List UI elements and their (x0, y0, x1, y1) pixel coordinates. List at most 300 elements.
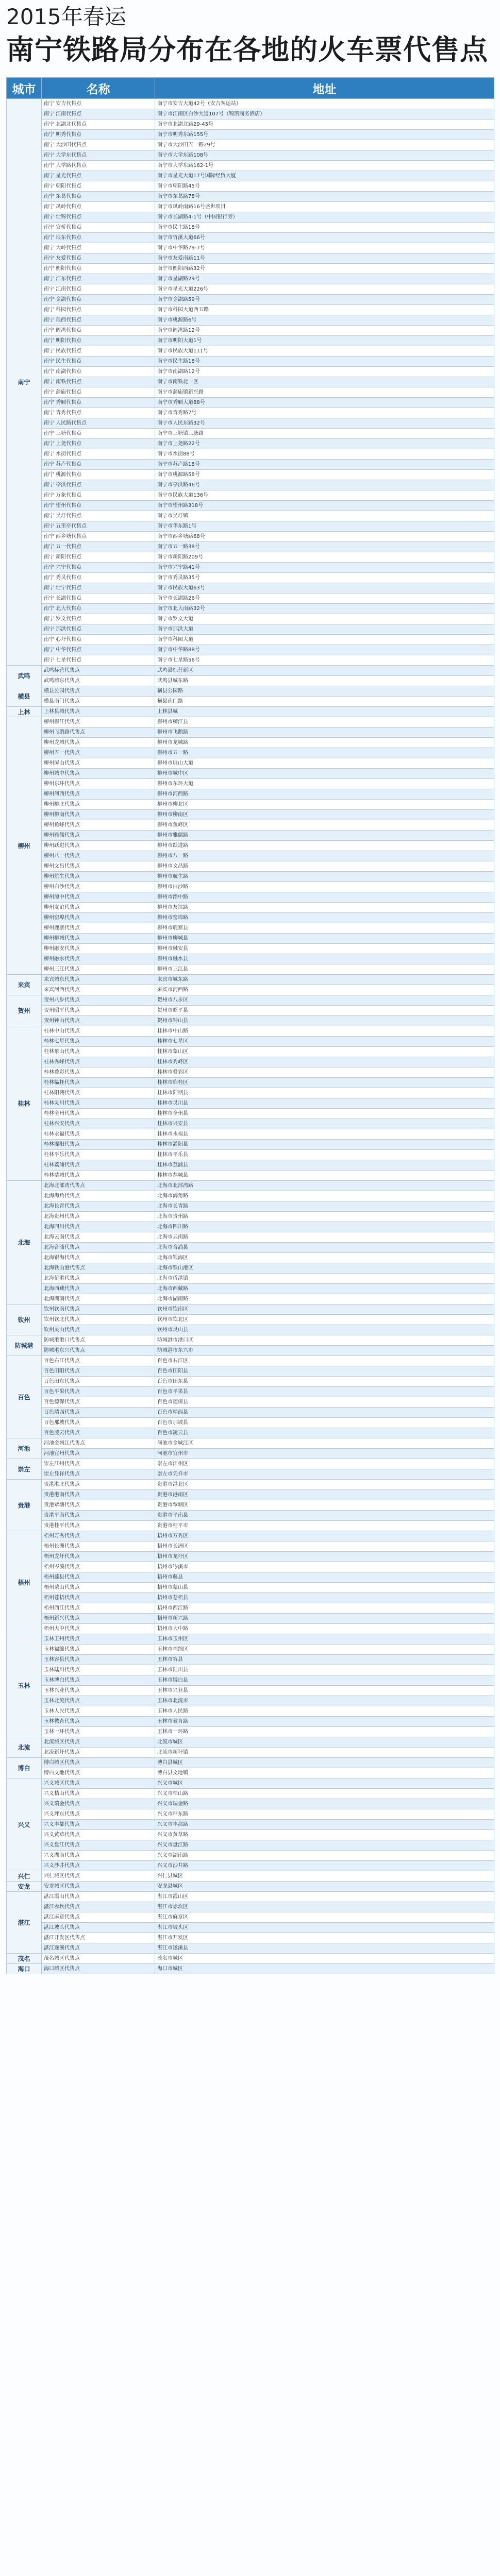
table-row (7, 1294, 494, 1304)
table-row (7, 779, 494, 789)
outlet-name: 北海西藏代售点 (42, 1284, 155, 1294)
outlet-address: 南宁市人民东路32号 (155, 418, 494, 429)
table-row (7, 1171, 494, 1181)
table-row (7, 460, 494, 470)
outlet-address: 柳州市鱼峰区 (155, 820, 494, 831)
outlet-name: 柳州柳城代售点 (42, 934, 155, 944)
table-row (7, 161, 494, 171)
column-header-name: 名称 (42, 78, 155, 99)
outlet-address: 柳州市河西路 (155, 789, 494, 800)
outlet-address: 柳州市跃进路 (155, 841, 494, 851)
outlet-name: 北海铁山港代售点 (42, 1263, 155, 1274)
outlet-address: 崇左市凭祥市 (155, 1469, 494, 1480)
table-row (7, 1284, 494, 1294)
outlet-address: 南宁市那洪大道 (155, 624, 494, 635)
outlet-address: 南宁市水街88号 (155, 449, 494, 460)
table-row (7, 1129, 494, 1140)
outlet-address: 玉林市博白县 (155, 1675, 494, 1686)
outlet-name: 柳州鱼峰代售点 (42, 820, 155, 831)
outlet-name: 湛江坡头代售点 (42, 1923, 155, 1933)
outlet-name: 南宁 秀厢代售点 (42, 398, 155, 408)
outlet-name: 柳州鹿寨代售点 (42, 923, 155, 934)
table-row (7, 1541, 494, 1552)
table-row (7, 1840, 494, 1851)
table-row (7, 1201, 494, 1212)
table-row (7, 171, 494, 181)
outlet-name: 兴义城区代售点 (42, 1778, 155, 1789)
city-cell: 百色 (7, 1356, 42, 1438)
table-row (7, 954, 494, 964)
table-row (7, 882, 494, 892)
table-row (7, 666, 494, 676)
table-row (7, 1006, 494, 1016)
table-row (7, 1325, 494, 1335)
city-cell: 安龙 (7, 1882, 42, 1892)
outlet-address: 南宁市鲤湾路12号 (155, 326, 494, 336)
outlet-name: 桂林平乐代售点 (42, 1150, 155, 1160)
table-row (7, 1469, 494, 1480)
outlet-name: 北海海角代售点 (42, 1191, 155, 1201)
outlet-name: 柳州柳北代售点 (42, 800, 155, 810)
outlet-name: 北海云南代售点 (42, 1232, 155, 1243)
outlet-address: 柳州市友谊路 (155, 903, 494, 913)
outlet-address: 北流市新圩镇 (155, 1748, 494, 1758)
outlet-address: 北海市西藏路 (155, 1284, 494, 1294)
outlet-name: 横县公园代售点 (42, 686, 155, 697)
outlet-address: 南宁市南湖路12号 (155, 367, 494, 377)
table-row (7, 851, 494, 861)
outlet-address: 梧州市大中路 (155, 1624, 494, 1634)
outlet-name: 南宁 江南代售点 (42, 109, 155, 120)
outlet-name: 南宁 大岭代售点 (42, 243, 155, 253)
table-row (7, 1737, 494, 1748)
table-row (7, 810, 494, 820)
outlet-address: 柳州市雅儒路 (155, 831, 494, 841)
outlet-address: 柳州市融水县 (155, 954, 494, 964)
outlet-name: 贵港桂平代售点 (42, 1521, 155, 1531)
outlet-address: 南宁市金湖路59号 (155, 295, 494, 305)
outlet-address: 南宁市亭洪路46号 (155, 480, 494, 490)
table-row (7, 295, 494, 305)
table-row (7, 913, 494, 923)
outlet-address: 南宁市凤岭南路16号盛世项目 (155, 202, 494, 212)
outlet-address: 兴义市坪东路 (155, 1809, 494, 1820)
outlet-address: 南宁市秀厢大道88号 (155, 398, 494, 408)
table-row (7, 1768, 494, 1778)
outlet-address: 柳州市八一路 (155, 851, 494, 861)
table-row (7, 800, 494, 810)
outlet-address: 南宁市朝阳路45号 (155, 181, 494, 192)
table-row (7, 748, 494, 758)
outlet-address: 北流市城区 (155, 1737, 494, 1748)
outlet-address: 玉林市一环路 (155, 1727, 494, 1737)
outlet-name: 兴义沙井代售点 (42, 1861, 155, 1871)
table-row (7, 1871, 494, 1882)
table-row (7, 387, 494, 398)
outlet-name: 柳州白沙代售点 (42, 882, 155, 892)
outlet-address: 南宁市望州路318号 (155, 501, 494, 511)
outlet-name: 玉林一环代售点 (42, 1727, 155, 1737)
table-row (7, 1047, 494, 1057)
table-row (7, 573, 494, 583)
outlet-address: 防城港市港口区 (155, 1335, 494, 1346)
outlet-name: 玉林玉州代售点 (42, 1634, 155, 1645)
table-row (7, 274, 494, 284)
outlet-address: 桂林市叠彩区 (155, 1067, 494, 1078)
table-row (7, 1037, 494, 1047)
table-row (7, 1150, 494, 1160)
outlet-address: 兴义市桔山路 (155, 1789, 494, 1799)
outlet-name: 南宁 七星代售点 (42, 655, 155, 666)
outlet-name: 南宁 蒲庙代售点 (42, 387, 155, 398)
outlet-address: 博白县城区 (155, 1758, 494, 1768)
outlet-name: 崇左江州代售点 (42, 1459, 155, 1469)
table-row (7, 1933, 494, 1943)
outlet-address: 百色市德保县 (155, 1397, 494, 1408)
outlet-name: 海口城区代售点 (42, 1964, 155, 1974)
table-row (7, 253, 494, 264)
outlet-name: 百色靖西代售点 (42, 1408, 155, 1418)
outlet-address: 南宁市秀灵路35号 (155, 573, 494, 583)
outlet-name: 南宁 南铁代售点 (42, 377, 155, 387)
table-row (7, 315, 494, 326)
city-cell: 武鸣 (7, 666, 42, 686)
outlet-address: 南宁市五一路38号 (155, 542, 494, 552)
outlet-name: 崇左凭祥代售点 (42, 1469, 155, 1480)
outlet-name: 南宁 明秀代售点 (42, 130, 155, 140)
table-row (7, 1356, 494, 1366)
outlet-name: 南宁 秀灵代售点 (42, 573, 155, 583)
table-row (7, 923, 494, 934)
city-cell: 贵港 (7, 1480, 42, 1531)
outlet-address: 南宁市星湖路29号 (155, 274, 494, 284)
table-row (7, 1232, 494, 1243)
table-row (7, 934, 494, 944)
table-row (7, 1696, 494, 1706)
page-year-line: 2015年春运 (6, 4, 126, 29)
outlet-address: 南宁市民族大道63号 (155, 583, 494, 594)
table-row (7, 1480, 494, 1490)
outlet-name: 玉林教育代售点 (42, 1717, 155, 1727)
city-cell: 钦州 (7, 1304, 42, 1335)
table-row (7, 1572, 494, 1583)
table-row (7, 1274, 494, 1284)
outlet-address: 百色市靖西县 (155, 1408, 494, 1418)
table-row (7, 1511, 494, 1521)
table-row (7, 944, 494, 954)
outlet-name: 湛江霞山代售点 (42, 1892, 155, 1902)
city-cell: 南宁 (7, 99, 42, 666)
table-row (7, 604, 494, 614)
city-cell: 横县 (7, 686, 42, 707)
outlet-name: 来宾城东代售点 (42, 975, 155, 985)
table-row (7, 490, 494, 501)
outlet-address: 玉林市福绵区 (155, 1645, 494, 1655)
outlet-name: 桂林荔浦代售点 (42, 1160, 155, 1171)
outlet-name: 梧州万秀代售点 (42, 1531, 155, 1541)
table-row (7, 1758, 494, 1768)
outlet-name: 柳州跃进代售点 (42, 841, 155, 851)
outlet-name: 南宁 鲤湾代售点 (42, 326, 155, 336)
outlet-name: 南宁 埌东代售点 (42, 233, 155, 243)
outlet-name: 南宁 大学东代售点 (42, 150, 155, 161)
outlet-address: 南宁市星光大道17号国际经贸大厦 (155, 171, 494, 181)
outlet-address: 北海市合浦县 (155, 1243, 494, 1253)
table-row (7, 480, 494, 490)
table-row (7, 418, 494, 429)
table-row (7, 120, 494, 130)
table-row (7, 1789, 494, 1799)
outlet-address: 钦州市钦北区 (155, 1315, 494, 1325)
outlet-name: 南宁 衡阳代售点 (42, 264, 155, 274)
outlet-name: 兴义黄草代售点 (42, 1830, 155, 1840)
outlet-name: 湛江开发区代售点 (42, 1933, 155, 1943)
table-row (7, 624, 494, 635)
table-row (7, 1706, 494, 1717)
outlet-name: 柳州五一代售点 (42, 748, 155, 758)
outlet-name: 兴义湖南代售点 (42, 1851, 155, 1861)
table-row (7, 1438, 494, 1449)
table-row (7, 521, 494, 532)
outlet-address: 梧州市万秀区 (155, 1531, 494, 1541)
outlet-address: 河池市金城江区 (155, 1438, 494, 1449)
outlet-address: 兴仁县城区 (155, 1871, 494, 1882)
table-row (7, 1634, 494, 1645)
table-row (7, 1583, 494, 1593)
outlet-name: 柳州窑埠代售点 (42, 913, 155, 923)
outlet-address: 南宁市桃源路58号 (155, 470, 494, 480)
table-row (7, 614, 494, 624)
outlet-name: 南宁 心圩代售点 (42, 635, 155, 645)
outlet-address: 北海市海角路 (155, 1191, 494, 1201)
outlet-address: 梧州市长洲区 (155, 1541, 494, 1552)
outlet-name: 百色右江代售点 (42, 1356, 155, 1366)
table-row (7, 655, 494, 666)
outlet-address: 湛江市麻章区 (155, 1912, 494, 1923)
table-row (7, 892, 494, 903)
outlet-name: 河池金城江代售点 (42, 1438, 155, 1449)
table-row (7, 697, 494, 707)
outlet-name: 北海侨港代售点 (42, 1274, 155, 1284)
outlet-name: 柳州城中代售点 (42, 769, 155, 779)
table-row (7, 449, 494, 460)
outlet-name: 兴仁城区代售点 (42, 1871, 155, 1882)
outlet-address: 南宁市大学东路162-1号 (155, 161, 494, 171)
outlet-name: 桂林临桂代售点 (42, 1078, 155, 1088)
outlet-address: 玉林市人民路 (155, 1706, 494, 1717)
table-row (7, 861, 494, 872)
table-row (7, 820, 494, 831)
outlet-address: 南宁市西乡塘路68号 (155, 532, 494, 542)
table-row (7, 212, 494, 223)
outlet-address: 梧州市龙圩区 (155, 1552, 494, 1562)
table-row (7, 1562, 494, 1572)
outlet-name: 南宁 人民路代售点 (42, 418, 155, 429)
outlet-address: 玉林市容县 (155, 1655, 494, 1665)
table-row (7, 995, 494, 1006)
outlet-address: 南宁市中华路88号 (155, 645, 494, 655)
table-row (7, 1624, 494, 1634)
table-row (7, 1912, 494, 1923)
outlet-name: 武鸣城东代售点 (42, 676, 155, 686)
outlet-address: 武鸣县城东路 (155, 676, 494, 686)
outlet-address: 钦州市钦南区 (155, 1304, 494, 1315)
outlet-address: 柳州市柳北区 (155, 800, 494, 810)
outlet-address: 贵港市覃塘区 (155, 1500, 494, 1511)
outlet-name: 柳州文昌代售点 (42, 861, 155, 872)
outlet-name: 钦州钦北代售点 (42, 1315, 155, 1325)
outlet-address: 贵港市港南区 (155, 1490, 494, 1500)
outlet-address: 来宾市城东路 (155, 975, 494, 985)
outlet-address: 湛江市开发区 (155, 1933, 494, 1943)
outlet-name: 玉林福绵代售点 (42, 1645, 155, 1655)
outlet-name: 柳州屏山代售点 (42, 758, 155, 769)
outlet-address: 桂林市荔浦县 (155, 1160, 494, 1171)
outlet-name: 玉林容县代售点 (42, 1655, 155, 1665)
outlet-name: 梧州大中代售点 (42, 1624, 155, 1634)
outlet-name: 湛江赤坎代售点 (42, 1902, 155, 1912)
outlet-name: 柳州友谊代售点 (42, 903, 155, 913)
outlet-address: 百色市田东县 (155, 1377, 494, 1387)
table-row (7, 202, 494, 212)
table-row (7, 532, 494, 542)
outlet-address: 南宁市七星路56号 (155, 655, 494, 666)
city-cell: 海口 (7, 1964, 42, 1974)
table-row (7, 1026, 494, 1037)
outlet-address: 北海市侨港镇 (155, 1274, 494, 1284)
outlet-address: 梧州市蒙山县 (155, 1583, 494, 1593)
table-row (7, 1366, 494, 1377)
outlet-address: 南宁市北湖北路29-45号 (155, 120, 494, 130)
outlet-name: 南宁 江南代售点 (42, 284, 155, 295)
outlet-name: 贺州八步代售点 (42, 995, 155, 1006)
table-row (7, 1923, 494, 1933)
table-row (7, 1727, 494, 1737)
outlet-name: 北流新圩代售点 (42, 1748, 155, 1758)
outlet-name: 南宁 望州代售点 (42, 501, 155, 511)
table-row (7, 1964, 494, 1974)
table-row (7, 1191, 494, 1201)
outlet-name: 桂林七星代售点 (42, 1037, 155, 1047)
outlet-address: 南宁市东葛路78号 (155, 192, 494, 202)
outlet-name: 百色凌云代售点 (42, 1428, 155, 1438)
outlet-name: 南宁 壮宁代售点 (42, 583, 155, 594)
outlet-address: 南宁市民生路18号 (155, 357, 494, 367)
table-row (7, 1892, 494, 1902)
table-row (7, 1861, 494, 1871)
table-row (7, 1243, 494, 1253)
outlet-address: 南宁市中华路79-7号 (155, 243, 494, 253)
outlet-name: 南宁 科园代售点 (42, 305, 155, 315)
outlet-name: 柳州柳南代售点 (42, 810, 155, 820)
table-row (7, 99, 494, 109)
outlet-name: 上林县城代售点 (42, 707, 155, 717)
outlet-name: 百色那坡代售点 (42, 1418, 155, 1428)
outlet-name: 南宁 桃源代售点 (42, 470, 155, 480)
outlet-name: 百色田东代售点 (42, 1377, 155, 1387)
table-row (7, 686, 494, 697)
outlet-address: 茂名市城区 (155, 1954, 494, 1964)
outlet-name: 梧州蒙山代售点 (42, 1583, 155, 1593)
table-row (7, 1377, 494, 1387)
table-row (7, 1820, 494, 1830)
outlet-name: 贵港平南代售点 (42, 1511, 155, 1521)
outlet-address: 柳州市柳城县 (155, 934, 494, 944)
ticket-agency-table (6, 77, 494, 1974)
outlet-name: 柳州航生代售点 (42, 872, 155, 882)
table-row (7, 1490, 494, 1500)
outlet-address: 来宾市河西路 (155, 985, 494, 995)
outlet-name: 桂林全州代售点 (42, 1109, 155, 1119)
outlet-name: 玉林兴业代售点 (42, 1686, 155, 1696)
table-row (7, 1160, 494, 1171)
table-row (7, 903, 494, 913)
outlet-name: 梧州西江代售点 (42, 1603, 155, 1614)
outlet-name: 南宁 五里亭代售点 (42, 521, 155, 532)
outlet-address: 博白县文地镇 (155, 1768, 494, 1778)
outlet-name: 兴义丰都代售点 (42, 1820, 155, 1830)
table-row (7, 831, 494, 841)
table-row (7, 841, 494, 851)
outlet-name: 钦州灵山代售点 (42, 1325, 155, 1335)
table-row (7, 501, 494, 511)
table-row (7, 1943, 494, 1954)
outlet-address: 南宁市民族大道111号 (155, 346, 494, 357)
outlet-address: 南宁市民主路18号 (155, 223, 494, 233)
page-title: 南宁铁路局分布在各地的火车票代售点 (6, 33, 488, 66)
table-row (7, 1809, 494, 1820)
outlet-address: 湛江市遂溪县 (155, 1943, 494, 1954)
city-cell: 湛江 (7, 1892, 42, 1954)
outlet-name: 武鸣标营代售点 (42, 666, 155, 676)
outlet-address: 南宁市星光大道226号 (155, 284, 494, 295)
outlet-name: 南宁 友爱代售点 (42, 253, 155, 264)
outlet-address: 南宁市大沙田五一路29号 (155, 140, 494, 150)
outlet-address: 南宁市三塘镇三塘路 (155, 429, 494, 439)
outlet-name: 南宁 五一代售点 (42, 542, 155, 552)
table-row (7, 1748, 494, 1758)
outlet-name: 南宁 罗文代售点 (42, 614, 155, 624)
city-cell: 上林 (7, 707, 42, 717)
outlet-address: 柳州市五一路 (155, 748, 494, 758)
outlet-name: 北海长青代售点 (42, 1201, 155, 1212)
outlet-address: 柳州市白沙路 (155, 882, 494, 892)
outlet-name: 湛江麻章代售点 (42, 1912, 155, 1923)
table-row (7, 975, 494, 985)
outlet-address: 南宁市友爱南路11号 (155, 253, 494, 264)
outlet-address: 柳州市飞鹅路 (155, 727, 494, 738)
outlet-name: 横县南门代售点 (42, 697, 155, 707)
outlet-address: 桂林市中山路 (155, 1026, 494, 1037)
table-row (7, 1212, 494, 1222)
table-row (7, 470, 494, 480)
outlet-name: 百色田阳代售点 (42, 1366, 155, 1377)
outlet-address: 桂林市象山区 (155, 1047, 494, 1057)
table-row (7, 1531, 494, 1541)
outlet-address: 贺州市钟山县 (155, 1016, 494, 1026)
outlet-name: 兴义坪东代售点 (42, 1809, 155, 1820)
table-row (7, 150, 494, 161)
outlet-name: 梧州长洲代售点 (42, 1541, 155, 1552)
table-row (7, 511, 494, 521)
outlet-name: 南宁 琅西代售点 (42, 315, 155, 326)
table-row (7, 1830, 494, 1840)
table-row (7, 964, 494, 975)
outlet-name: 钦州钦南代售点 (42, 1304, 155, 1315)
outlet-address: 桂林市灵川县 (155, 1098, 494, 1109)
outlet-name: 北海合浦代售点 (42, 1243, 155, 1253)
outlet-name: 南宁 金湖代售点 (42, 295, 155, 305)
